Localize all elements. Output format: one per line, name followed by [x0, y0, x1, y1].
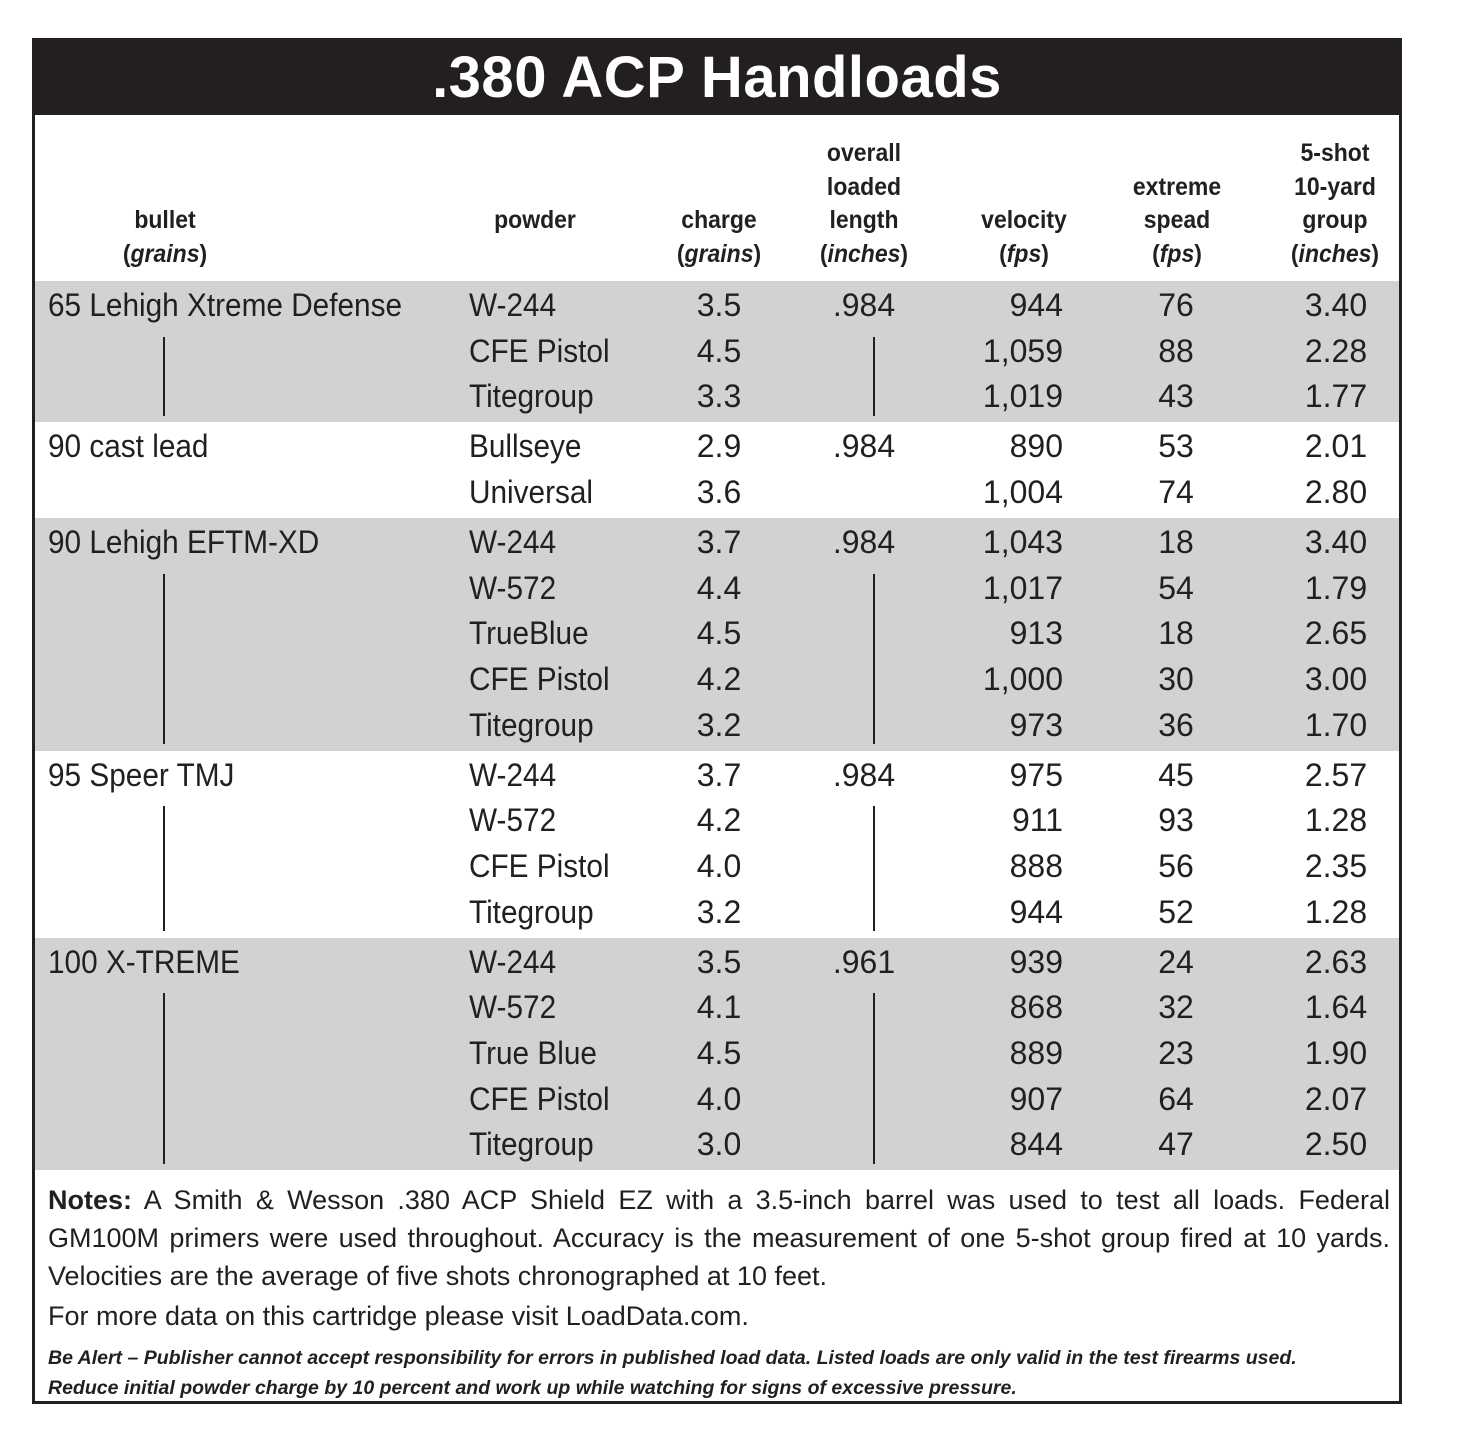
oal-continuation-line	[873, 337, 875, 416]
group-size-cell: 1.70	[1304, 706, 1368, 743]
velocity-cell: 1,059	[982, 332, 1063, 369]
velocity-cell: 973	[1009, 706, 1063, 743]
header-bullet-label: bullet	[134, 206, 196, 234]
extreme-spread-cell: 47	[1158, 1126, 1194, 1163]
powder-cell: Titegroup	[469, 378, 594, 415]
extreme-spread-cell: 56	[1158, 848, 1194, 884]
velocity-cell: 944	[1009, 287, 1063, 323]
alert-disclaimer	[48, 1343, 1390, 1403]
extreme-spread-cell: 24	[1158, 943, 1194, 980]
table-row	[35, 520, 1399, 566]
oal-cell: .961	[832, 943, 896, 980]
group-size-cell: 3.40	[1304, 524, 1368, 561]
extreme-spread-cell: 88	[1158, 332, 1194, 369]
velocity-cell: 1,043	[982, 524, 1063, 561]
header-charge-unit: (grains)	[676, 239, 762, 268]
charge-cell: 2.9	[696, 428, 742, 465]
charge-cell: 3.6	[696, 474, 742, 510]
extreme-spread-cell: 36	[1158, 706, 1194, 743]
charge-cell: 3.3	[696, 378, 742, 415]
header-powder-label: powder	[494, 206, 576, 234]
extreme-spread-cell: 54	[1158, 569, 1194, 606]
table-row	[35, 844, 1399, 890]
group-size-cell: 2.80	[1304, 474, 1368, 510]
charge-cell: 4.0	[696, 1080, 742, 1117]
header-group-line2: 10-yard	[1294, 172, 1376, 201]
table-row	[35, 1031, 1399, 1077]
header-velocity-label: velocity	[981, 206, 1067, 234]
charge-cell: 3.0	[696, 1126, 742, 1163]
oal-cell: .984	[832, 524, 896, 561]
header-group-line1: 5-shot	[1300, 139, 1370, 167]
powder-cell: Titegroup	[469, 893, 594, 930]
charge-cell: 3.7	[696, 756, 742, 793]
header-es-unit: (fps)	[1152, 239, 1202, 268]
bullet-cell: 100 X-TREME	[48, 943, 240, 980]
group-size-cell: 1.28	[1304, 893, 1368, 930]
header-oal-line2: loaded	[826, 172, 902, 201]
bullet-cell: 90 cast lead	[48, 428, 209, 465]
powder-cell: W-572	[469, 569, 557, 606]
powder-cell: True Blue	[469, 1035, 597, 1071]
powder-cell: W-572	[469, 989, 557, 1026]
velocity-cell: 1,019	[982, 378, 1063, 415]
more-data-line: For more data on this cartridge please visit LoadData.com.	[48, 1301, 749, 1331]
extreme-spread-cell: 30	[1158, 661, 1194, 697]
charge-cell: 4.2	[696, 661, 742, 697]
powder-cell: W-244	[469, 287, 557, 323]
alert-line-1: Be Alert – Publisher cannot accept responsibility for errors in published load data. Listed loads are only valid in the test firearms used.	[48, 1347, 1297, 1369]
velocity-cell: 911	[1011, 802, 1063, 839]
table-row	[35, 470, 1399, 516]
powder-cell: Titegroup	[469, 1126, 594, 1163]
header-charge	[651, 121, 787, 271]
charge-cell: 3.5	[696, 287, 742, 323]
notes-paragraph	[48, 1181, 1390, 1295]
table-row	[35, 566, 1399, 612]
header-group	[1267, 121, 1403, 271]
group-size-cell: 1.79	[1304, 569, 1368, 606]
velocity-cell: 1,004	[982, 474, 1063, 510]
table-row	[35, 374, 1399, 420]
charge-cell: 4.5	[696, 1035, 742, 1071]
powder-cell: Bullseye	[469, 428, 582, 465]
header-velocity	[956, 121, 1092, 271]
notes-text: A Smith & Wesson .380 ACP Shield EZ with a 3.5-inch barrel was used to test all loads. Federal GM100M primers were used throughout. Accuracy is the measurement of one 5-shot group fired at 10 yards. Velocities are the average of five shots chronographed at 10 feet.	[48, 1185, 1390, 1291]
extreme-spread-cell: 52	[1158, 893, 1194, 930]
table-title: .380 ACP Handloads	[35, 41, 1399, 115]
header-es	[1109, 121, 1245, 271]
group-size-cell: 3.40	[1304, 287, 1368, 323]
bullet-continuation-line	[163, 993, 165, 1163]
charge-cell: 4.2	[696, 802, 742, 839]
header-powder	[471, 121, 600, 271]
extreme-spread-cell: 18	[1158, 615, 1194, 652]
table-row	[35, 283, 1399, 329]
charge-cell: 3.2	[696, 706, 742, 743]
header-oal-unit: (inches)	[819, 239, 909, 268]
header-es-line1: extreme	[1132, 172, 1222, 201]
velocity-cell: 868	[1009, 989, 1063, 1026]
table-row	[35, 703, 1399, 749]
powder-cell: W-244	[469, 756, 557, 793]
charge-cell: 4.1	[696, 989, 742, 1026]
powder-cell: Titegroup	[469, 706, 594, 743]
header-oal-line1: overall	[826, 139, 902, 167]
charge-cell: 3.5	[696, 943, 742, 980]
extreme-spread-cell: 23	[1158, 1035, 1194, 1071]
table-row	[35, 657, 1399, 703]
header-oal-line3: length	[829, 206, 899, 234]
group-size-cell: 1.64	[1304, 989, 1368, 1026]
table-row	[35, 798, 1399, 844]
powder-cell: CFE Pistol	[469, 661, 610, 697]
bullet-cell: 65 Lehigh Xtreme Defense	[48, 287, 403, 323]
charge-cell: 4.5	[696, 332, 742, 369]
powder-cell: CFE Pistol	[469, 1080, 610, 1117]
extreme-spread-cell: 64	[1158, 1080, 1194, 1117]
header-velocity-unit: (fps)	[999, 239, 1049, 268]
charge-cell: 3.7	[696, 524, 742, 561]
group-size-cell: 2.35	[1304, 848, 1368, 884]
header-bullet	[101, 121, 230, 271]
oal-continuation-line	[873, 993, 875, 1163]
extreme-spread-cell: 93	[1158, 802, 1194, 839]
group-size-cell: 3.00	[1304, 661, 1368, 697]
alert-line-2: Reduce initial powder charge by 10 percent and work up while watching for signs of excessive pressure.	[48, 1377, 1017, 1399]
extreme-spread-cell: 45	[1158, 756, 1194, 793]
charge-cell: 4.0	[696, 848, 742, 884]
velocity-cell: 1,017	[982, 569, 1063, 606]
oal-cell: .984	[832, 287, 896, 323]
table-row	[35, 890, 1399, 936]
powder-cell: W-244	[469, 524, 557, 561]
table-row	[35, 1077, 1399, 1123]
group-size-cell: 2.63	[1304, 943, 1368, 980]
table-row	[35, 424, 1399, 470]
bullet-cell: 95 Speer TMJ	[48, 756, 235, 793]
notes-section	[48, 1181, 1390, 1403]
group-size-cell: 2.07	[1304, 1080, 1368, 1117]
bullet-continuation-line	[163, 337, 165, 416]
extreme-spread-cell: 32	[1158, 989, 1194, 1026]
group-size-cell: 1.28	[1304, 802, 1368, 839]
powder-cell: W-244	[469, 943, 557, 980]
oal-cell: .984	[832, 428, 896, 465]
powder-cell: Universal	[469, 474, 594, 510]
table-row	[35, 753, 1399, 799]
extreme-spread-cell: 43	[1158, 378, 1194, 415]
oal-cell: .984	[832, 756, 896, 793]
group-size-cell: 1.77	[1304, 378, 1368, 415]
charge-cell: 4.4	[696, 569, 742, 606]
velocity-cell: 939	[1009, 943, 1063, 980]
table-row	[35, 1122, 1399, 1168]
extreme-spread-cell: 53	[1158, 428, 1194, 465]
velocity-cell: 907	[1009, 1080, 1063, 1117]
notes-label: Notes:	[48, 1185, 133, 1215]
table-row	[35, 611, 1399, 657]
extreme-spread-cell: 18	[1158, 524, 1194, 561]
velocity-cell: 975	[1009, 756, 1063, 793]
group-size-cell: 2.01	[1304, 428, 1368, 465]
charge-cell: 4.5	[696, 615, 742, 652]
group-size-cell: 1.90	[1304, 1035, 1368, 1071]
velocity-cell: 890	[1009, 428, 1063, 465]
velocity-cell: 889	[1009, 1035, 1063, 1071]
velocity-cell: 913	[1009, 615, 1063, 652]
powder-cell: CFE Pistol	[469, 332, 610, 369]
powder-cell: CFE Pistol	[469, 848, 610, 884]
powder-cell: W-572	[469, 802, 557, 839]
oal-continuation-line	[873, 806, 875, 931]
header-group-unit: (inches)	[1290, 239, 1380, 268]
oal-continuation-line	[873, 574, 875, 744]
header-group-line3: group	[1302, 206, 1368, 234]
velocity-cell: 944	[1009, 893, 1063, 930]
extreme-spread-cell: 76	[1158, 287, 1194, 323]
velocity-cell: 888	[1009, 848, 1063, 884]
powder-cell: TrueBlue	[469, 615, 589, 652]
table-row	[35, 940, 1399, 986]
bullet-cell: 90 Lehigh EFTM-XD	[48, 524, 320, 561]
table-row	[35, 985, 1399, 1031]
velocity-cell: 844	[1009, 1126, 1063, 1163]
group-size-cell: 2.65	[1304, 615, 1368, 652]
header-bullet-unit: (grains)	[122, 239, 208, 268]
load-data-table	[32, 38, 1402, 1404]
header-charge-label: charge	[681, 206, 757, 234]
group-size-cell: 2.50	[1304, 1126, 1368, 1163]
header-es-line2: spead	[1143, 206, 1211, 234]
table-row	[35, 329, 1399, 375]
group-size-cell: 2.57	[1304, 756, 1368, 793]
extreme-spread-cell: 74	[1158, 474, 1194, 510]
charge-cell: 3.2	[696, 893, 742, 930]
bullet-continuation-line	[163, 806, 165, 931]
velocity-cell: 1,000	[982, 661, 1063, 697]
header-oal	[796, 121, 932, 271]
bullet-continuation-line	[163, 574, 165, 744]
group-size-cell: 2.28	[1304, 332, 1368, 369]
